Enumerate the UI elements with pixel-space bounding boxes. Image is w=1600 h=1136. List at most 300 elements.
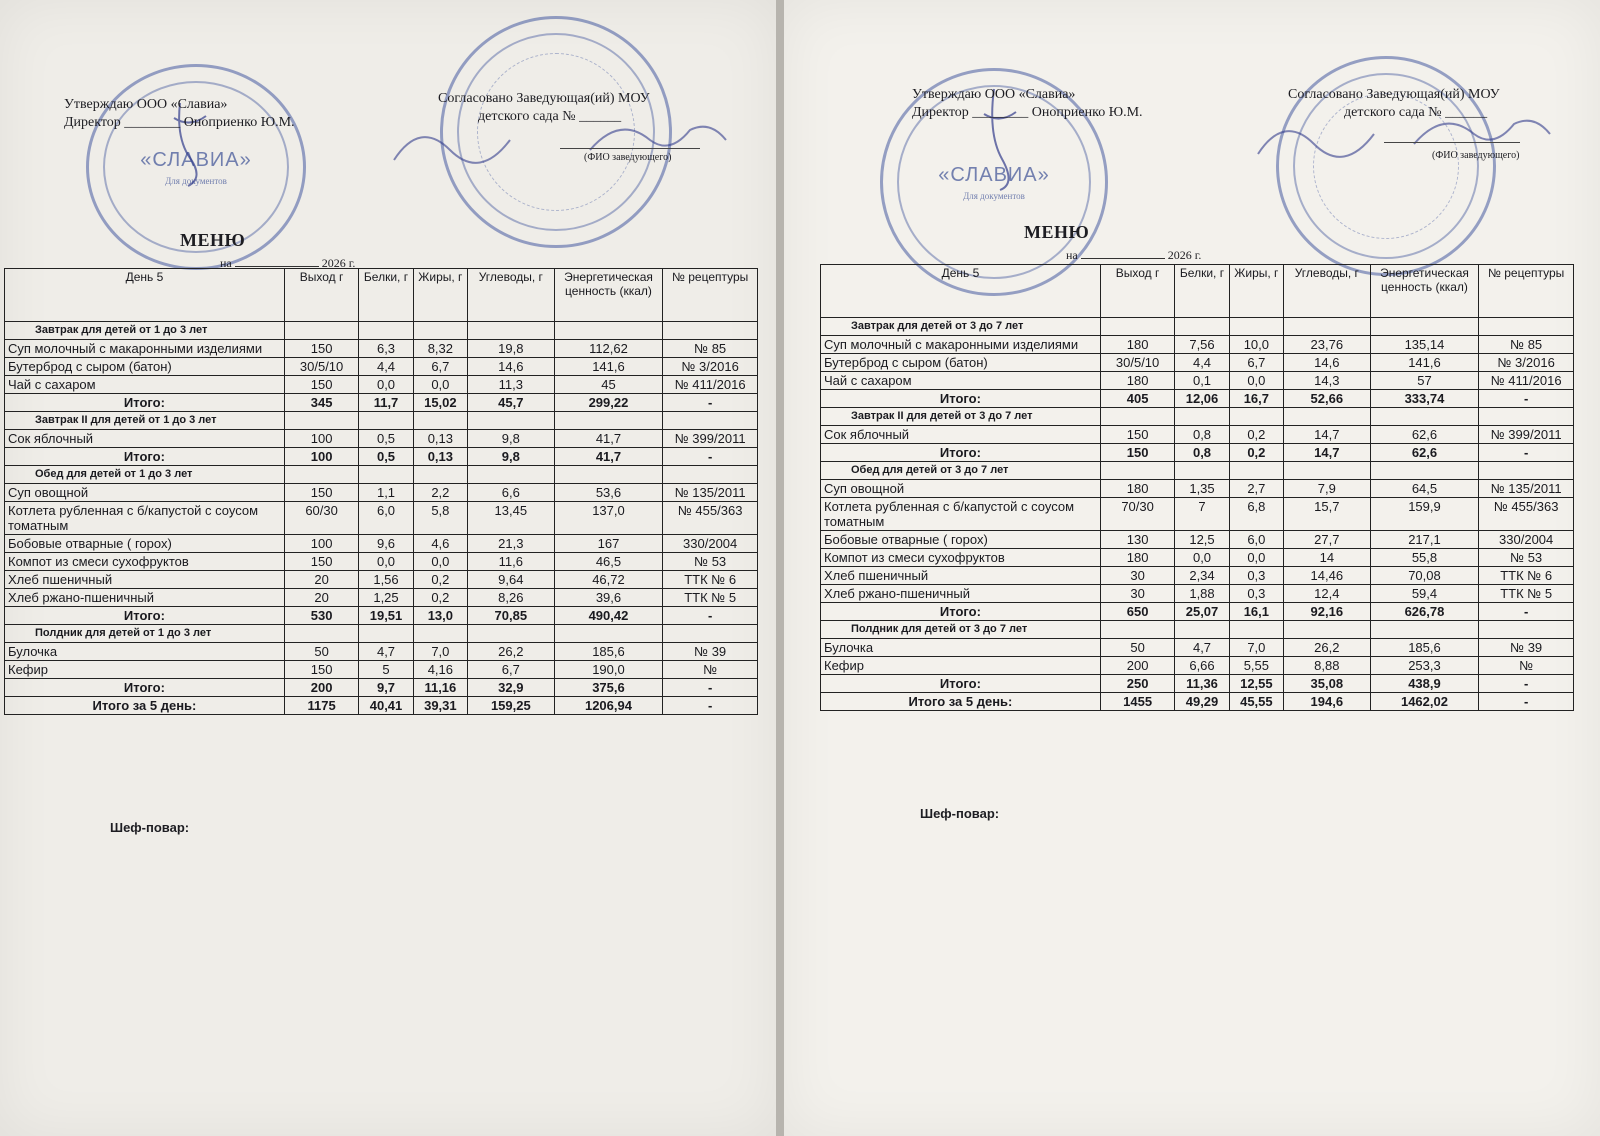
row-cell: 253,3 <box>1370 657 1479 675</box>
row-cell: № 85 <box>663 340 758 358</box>
total-cell: 16,1 <box>1229 603 1283 621</box>
empty-cell <box>1284 408 1371 426</box>
total-label: Итого: <box>5 448 285 466</box>
total-cell: 35,08 <box>1284 675 1371 693</box>
row-cell: 20 <box>284 589 358 607</box>
agreed-line-2: детского сада № ______ <box>478 109 622 124</box>
row-cell: 150 <box>1100 426 1174 444</box>
row-cell: № 411/2016 <box>1479 372 1574 390</box>
total-cell: 345 <box>284 394 358 412</box>
section-title: Обед для детей от 3 до 7 лет <box>821 462 1101 480</box>
total-cell: 650 <box>1100 603 1174 621</box>
row-cell: 70,08 <box>1370 567 1479 585</box>
row-cell: 4,6 <box>413 535 467 553</box>
total-cell: - <box>663 607 758 625</box>
total-cell: 405 <box>1100 390 1174 408</box>
total-cell: 45,7 <box>468 394 555 412</box>
row-cell: 12,4 <box>1284 585 1371 603</box>
empty-cell <box>1479 408 1574 426</box>
empty-cell <box>1479 462 1574 480</box>
row-cell: 217,1 <box>1370 531 1479 549</box>
fio-note: (ФИО заведующего) <box>1432 150 1520 161</box>
total-row <box>5 448 758 466</box>
section-title: Полдник для детей от 1 до 3 лет <box>5 625 285 643</box>
empty-cell <box>1175 408 1229 426</box>
row-cell: 159,9 <box>1370 498 1479 531</box>
total-label: Итого: <box>821 444 1101 462</box>
agreed-line-2: детского сада № ______ <box>1344 105 1488 120</box>
row-cell: 0,2 <box>413 571 467 589</box>
row-cell: 0,8 <box>1175 426 1229 444</box>
row-cell: 26,2 <box>1284 639 1371 657</box>
row-cell: 0,0 <box>359 553 413 571</box>
total-label: Итого: <box>5 607 285 625</box>
dish-name: Компот из смеси сухофруктов <box>821 549 1101 567</box>
dish-name: Компот из смеси сухофруктов <box>5 553 285 571</box>
row-cell: 26,2 <box>468 643 555 661</box>
row-cell: 4,4 <box>1175 354 1229 372</box>
row-cell: 14,6 <box>1284 354 1371 372</box>
row-cell: 137,0 <box>554 502 663 535</box>
row-cell: 150 <box>284 340 358 358</box>
total-cell: 530 <box>284 607 358 625</box>
row-cell: 45 <box>554 376 663 394</box>
row-cell: 4,7 <box>1175 639 1229 657</box>
row-cell: 6,66 <box>1175 657 1229 675</box>
row-cell: 0,0 <box>1229 549 1283 567</box>
empty-cell <box>1229 462 1283 480</box>
row-cell: 330/2004 <box>1479 531 1574 549</box>
row-cell: 57 <box>1370 372 1479 390</box>
empty-cell <box>554 466 663 484</box>
row-cell: 2,7 <box>1229 480 1283 498</box>
grand-total-cell: 1455 <box>1100 693 1174 711</box>
row-cell: № 39 <box>1479 639 1574 657</box>
row-cell: 1,35 <box>1175 480 1229 498</box>
empty-cell <box>359 322 413 340</box>
row-cell: 19,8 <box>468 340 555 358</box>
row-cell: 200 <box>1100 657 1174 675</box>
dish-name: Сок яблочный <box>821 426 1101 444</box>
row-cell: 141,6 <box>1370 354 1479 372</box>
dish-name: Кефир <box>5 661 285 679</box>
grand-total-cell: 39,31 <box>413 697 467 715</box>
table-row <box>821 480 1574 498</box>
row-cell: 21,3 <box>468 535 555 553</box>
menu-title: МЕНЮ <box>1024 222 1090 242</box>
empty-cell <box>1100 318 1174 336</box>
total-cell: 0,5 <box>359 448 413 466</box>
column-header: Углеводы, г <box>1284 265 1371 318</box>
total-cell: 41,7 <box>554 448 663 466</box>
row-cell: 0,5 <box>359 430 413 448</box>
right-sheet <box>784 0 1600 1136</box>
total-row <box>821 390 1574 408</box>
row-cell: 150 <box>284 376 358 394</box>
column-header: День 5 <box>5 269 285 322</box>
row-cell: 100 <box>284 535 358 553</box>
total-cell: - <box>663 448 758 466</box>
row-cell: 5,8 <box>413 502 467 535</box>
total-cell: 11,16 <box>413 679 467 697</box>
row-cell: 1,56 <box>359 571 413 589</box>
date-prefix: на <box>1066 248 1078 262</box>
total-cell: 100 <box>284 448 358 466</box>
fio-note: (ФИО заведующего) <box>584 152 672 163</box>
approve-director: Директор ________ Оноприенко Ю.М. <box>912 105 1143 120</box>
grand-total-cell: 194,6 <box>1284 693 1371 711</box>
dish-name: Бутерброд с сыром (батон) <box>5 358 285 376</box>
row-cell: № 411/2016 <box>663 376 758 394</box>
empty-cell <box>554 412 663 430</box>
agreed-line-1: Согласовано Заведующая(ий) МОУ <box>438 91 650 106</box>
row-cell: 11,3 <box>468 376 555 394</box>
total-cell: - <box>1479 603 1574 621</box>
row-cell: 6,3 <box>359 340 413 358</box>
row-cell: 20 <box>284 571 358 589</box>
row-cell: № 399/2011 <box>1479 426 1574 444</box>
row-cell: 150 <box>284 661 358 679</box>
row-cell: 7,56 <box>1175 336 1229 354</box>
grand-total-row <box>821 693 1574 711</box>
row-cell: 180 <box>1100 372 1174 390</box>
row-cell: 7,9 <box>1284 480 1371 498</box>
empty-cell <box>359 412 413 430</box>
total-cell: 19,51 <box>359 607 413 625</box>
total-cell: 150 <box>1100 444 1174 462</box>
empty-cell <box>554 625 663 643</box>
dish-name: Хлеб ржано-пшеничный <box>5 589 285 607</box>
row-cell: 11,6 <box>468 553 555 571</box>
row-cell: 6,7 <box>1229 354 1283 372</box>
row-cell: 130 <box>1100 531 1174 549</box>
total-cell: 333,74 <box>1370 390 1479 408</box>
dish-name: Бутерброд с сыром (батон) <box>821 354 1101 372</box>
table-row <box>5 502 758 535</box>
total-cell: 32,9 <box>468 679 555 697</box>
table-row <box>821 531 1574 549</box>
total-cell: 14,7 <box>1284 444 1371 462</box>
table-row <box>5 376 758 394</box>
row-cell: 5,55 <box>1229 657 1283 675</box>
empty-cell <box>1100 621 1174 639</box>
empty-cell <box>1100 462 1174 480</box>
row-cell: 50 <box>284 643 358 661</box>
total-cell: - <box>663 394 758 412</box>
total-row <box>5 679 758 697</box>
row-cell: 100 <box>284 430 358 448</box>
total-cell: 375,6 <box>554 679 663 697</box>
date-year: 2026 г. <box>1167 248 1202 262</box>
row-cell: 46,72 <box>554 571 663 589</box>
row-cell: 10,0 <box>1229 336 1283 354</box>
row-cell: 0,13 <box>413 430 467 448</box>
total-cell: 92,16 <box>1284 603 1371 621</box>
row-cell: ТТК № 6 <box>1479 567 1574 585</box>
empty-cell <box>663 412 758 430</box>
row-cell: № 3/2016 <box>1479 354 1574 372</box>
grand-total-cell: 49,29 <box>1175 693 1229 711</box>
total-row <box>5 394 758 412</box>
row-cell: 1,1 <box>359 484 413 502</box>
table-row <box>821 372 1574 390</box>
row-cell: 150 <box>284 484 358 502</box>
total-cell: 490,42 <box>554 607 663 625</box>
total-label: Итого: <box>821 675 1101 693</box>
row-cell: 112,62 <box>554 340 663 358</box>
empty-cell <box>468 322 555 340</box>
section-title: Завтрак для детей от 3 до 7 лет <box>821 318 1101 336</box>
approve-company: Утверждаю ООО «Славиа» <box>912 87 1076 102</box>
empty-cell <box>413 625 467 643</box>
column-header: Белки, г <box>1175 265 1229 318</box>
row-cell: 8,26 <box>468 589 555 607</box>
row-cell: № <box>663 661 758 679</box>
section-row <box>5 412 758 430</box>
dish-name: Котлета рубленная с б/капустой с соусом томатным <box>821 498 1101 531</box>
total-cell: 0,2 <box>1229 444 1283 462</box>
total-label: Итого: <box>821 603 1101 621</box>
row-cell: 9,6 <box>359 535 413 553</box>
total-cell: 9,8 <box>468 448 555 466</box>
column-header: Выход г <box>284 269 358 322</box>
row-cell: 14 <box>1284 549 1371 567</box>
row-cell: 13,45 <box>468 502 555 535</box>
menu-table <box>4 268 758 715</box>
empty-cell <box>1229 318 1283 336</box>
total-cell: - <box>1479 390 1574 408</box>
menu-table <box>820 264 1574 711</box>
row-cell: 5 <box>359 661 413 679</box>
section-title: Полдник для детей от 3 до 7 лет <box>821 621 1101 639</box>
grand-total-cell: 159,25 <box>468 697 555 715</box>
row-cell: 46,5 <box>554 553 663 571</box>
column-header: Выход г <box>1100 265 1174 318</box>
total-cell: - <box>1479 675 1574 693</box>
total-cell: 16,7 <box>1229 390 1283 408</box>
row-cell: 4,16 <box>413 661 467 679</box>
row-cell: 185,6 <box>554 643 663 661</box>
row-cell: 4,7 <box>359 643 413 661</box>
row-cell: 8,88 <box>1284 657 1371 675</box>
row-cell: № 399/2011 <box>663 430 758 448</box>
row-cell: 180 <box>1100 480 1174 498</box>
dish-name: Чай с сахаром <box>5 376 285 394</box>
empty-cell <box>413 322 467 340</box>
header-row <box>821 265 1574 318</box>
chef-label: Шеф-повар: <box>110 820 190 835</box>
section-title: Завтрак II для детей от 3 до 7 лет <box>821 408 1101 426</box>
column-header: № рецептуры <box>1479 265 1574 318</box>
row-cell: 39,6 <box>554 589 663 607</box>
empty-cell <box>1479 621 1574 639</box>
dish-name: Суп овощной <box>821 480 1101 498</box>
stamp-text: «СЛАВИА» <box>938 163 1050 186</box>
empty-cell <box>1284 621 1371 639</box>
total-cell: 15,02 <box>413 394 467 412</box>
row-cell: 14,3 <box>1284 372 1371 390</box>
row-cell: 180 <box>1100 549 1174 567</box>
row-cell: ТТК № 6 <box>663 571 758 589</box>
row-cell: 4,4 <box>359 358 413 376</box>
row-cell: 0,3 <box>1229 567 1283 585</box>
empty-cell <box>1229 408 1283 426</box>
total-cell: 9,7 <box>359 679 413 697</box>
row-cell: 150 <box>284 553 358 571</box>
total-cell: 62,6 <box>1370 444 1479 462</box>
empty-cell <box>284 625 358 643</box>
row-cell: 0,0 <box>413 553 467 571</box>
total-cell: 0,8 <box>1175 444 1229 462</box>
section-title: Завтрак для детей от 1 до 3 лет <box>5 322 285 340</box>
row-cell: 14,6 <box>468 358 555 376</box>
row-cell: ТТК № 5 <box>663 589 758 607</box>
row-cell: 0,3 <box>1229 585 1283 603</box>
dish-name: Хлеб ржано-пшеничный <box>821 585 1101 603</box>
row-cell: 0,0 <box>1229 372 1283 390</box>
total-cell: - <box>663 679 758 697</box>
empty-cell <box>554 322 663 340</box>
approve-company: Утверждаю ООО «Славиа» <box>64 97 228 112</box>
row-cell: 50 <box>1100 639 1174 657</box>
column-header: Энергетическая ценность (ккал) <box>1370 265 1479 318</box>
row-cell: 2,34 <box>1175 567 1229 585</box>
row-cell: 59,4 <box>1370 585 1479 603</box>
row-cell: № 3/2016 <box>663 358 758 376</box>
row-cell: 64,5 <box>1370 480 1479 498</box>
row-cell: 167 <box>554 535 663 553</box>
dish-name: Хлеб пшеничный <box>5 571 285 589</box>
empty-cell <box>1100 408 1174 426</box>
dish-name: Бобовые отварные ( горох) <box>821 531 1101 549</box>
row-cell: 41,7 <box>554 430 663 448</box>
row-cell: 30/5/10 <box>284 358 358 376</box>
dish-name: Суп молочный с макаронными изделиями <box>5 340 285 358</box>
row-cell: 60/30 <box>284 502 358 535</box>
empty-cell <box>1370 621 1479 639</box>
empty-cell <box>663 625 758 643</box>
total-label: Итого: <box>821 390 1101 408</box>
row-cell: 6,0 <box>1229 531 1283 549</box>
menu-date <box>1066 248 1201 263</box>
empty-cell <box>468 625 555 643</box>
section-row <box>5 466 758 484</box>
total-cell: 438,9 <box>1370 675 1479 693</box>
menu-title: МЕНЮ <box>180 230 246 250</box>
row-cell: № 455/363 <box>663 502 758 535</box>
column-header: Жиры, г <box>1229 265 1283 318</box>
total-row <box>821 675 1574 693</box>
total-cell: 70,85 <box>468 607 555 625</box>
empty-cell <box>1284 318 1371 336</box>
total-cell: 25,07 <box>1175 603 1229 621</box>
total-cell: 52,66 <box>1284 390 1371 408</box>
approve-director: Директор ________ Оноприенко Ю.М. <box>64 115 295 130</box>
row-cell: 0,2 <box>413 589 467 607</box>
table-row <box>821 336 1574 354</box>
total-row <box>821 444 1574 462</box>
section-row <box>821 621 1574 639</box>
date-blank <box>1081 258 1165 259</box>
total-label: Итого: <box>5 394 285 412</box>
row-cell: 141,6 <box>554 358 663 376</box>
row-cell: 9,64 <box>468 571 555 589</box>
date-prefix: на <box>220 256 232 270</box>
row-cell: 7,0 <box>413 643 467 661</box>
empty-cell <box>468 466 555 484</box>
row-cell: 185,6 <box>1370 639 1479 657</box>
row-cell: 2,2 <box>413 484 467 502</box>
table-row <box>5 430 758 448</box>
row-cell: 0,2 <box>1229 426 1283 444</box>
empty-cell <box>1284 462 1371 480</box>
row-cell: № 135/2011 <box>663 484 758 502</box>
section-row <box>821 462 1574 480</box>
dish-name: Бобовые отварные ( горох) <box>5 535 285 553</box>
dish-name: Хлеб пшеничный <box>821 567 1101 585</box>
row-cell: № 53 <box>663 553 758 571</box>
row-cell: 135,14 <box>1370 336 1479 354</box>
row-cell: ТТК № 5 <box>1479 585 1574 603</box>
grand-total-label: Итого за 5 день: <box>5 697 285 715</box>
date-blank <box>235 266 319 267</box>
total-row <box>821 603 1574 621</box>
row-cell: № 85 <box>1479 336 1574 354</box>
section-title: Обед для детей от 1 до 3 лет <box>5 466 285 484</box>
section-title: Завтрак II для детей от 1 до 3 лет <box>5 412 285 430</box>
row-cell: 8,32 <box>413 340 467 358</box>
table-row <box>5 571 758 589</box>
total-row <box>5 607 758 625</box>
row-cell: № 455/363 <box>1479 498 1574 531</box>
date-year: 2026 г. <box>321 256 356 270</box>
table-row <box>5 358 758 376</box>
dish-name: Булочка <box>5 643 285 661</box>
row-cell: 30 <box>1100 567 1174 585</box>
row-cell: № 135/2011 <box>1479 480 1574 498</box>
row-cell: 55,8 <box>1370 549 1479 567</box>
grand-total-label: Итого за 5 день: <box>821 693 1101 711</box>
row-cell: 14,46 <box>1284 567 1371 585</box>
column-header: День 5 <box>821 265 1101 318</box>
row-cell: 12,5 <box>1175 531 1229 549</box>
empty-cell <box>1370 462 1479 480</box>
row-cell: 6,7 <box>413 358 467 376</box>
empty-cell <box>1229 621 1283 639</box>
section-row <box>821 408 1574 426</box>
empty-cell <box>663 466 758 484</box>
total-cell: 12,06 <box>1175 390 1229 408</box>
row-cell: 23,76 <box>1284 336 1371 354</box>
row-cell: 7,0 <box>1229 639 1283 657</box>
table-row <box>5 484 758 502</box>
grand-total-cell: 40,41 <box>359 697 413 715</box>
empty-cell <box>284 412 358 430</box>
column-header: № рецептуры <box>663 269 758 322</box>
table-row <box>821 567 1574 585</box>
row-cell: 0,0 <box>1175 549 1229 567</box>
table-row <box>821 657 1574 675</box>
table-row <box>5 661 758 679</box>
total-cell: 626,78 <box>1370 603 1479 621</box>
empty-cell <box>1370 408 1479 426</box>
row-cell: 53,6 <box>554 484 663 502</box>
empty-cell <box>359 466 413 484</box>
row-cell: 190,0 <box>554 661 663 679</box>
column-header: Углеводы, г <box>468 269 555 322</box>
table-row <box>821 426 1574 444</box>
row-cell: 0,0 <box>413 376 467 394</box>
